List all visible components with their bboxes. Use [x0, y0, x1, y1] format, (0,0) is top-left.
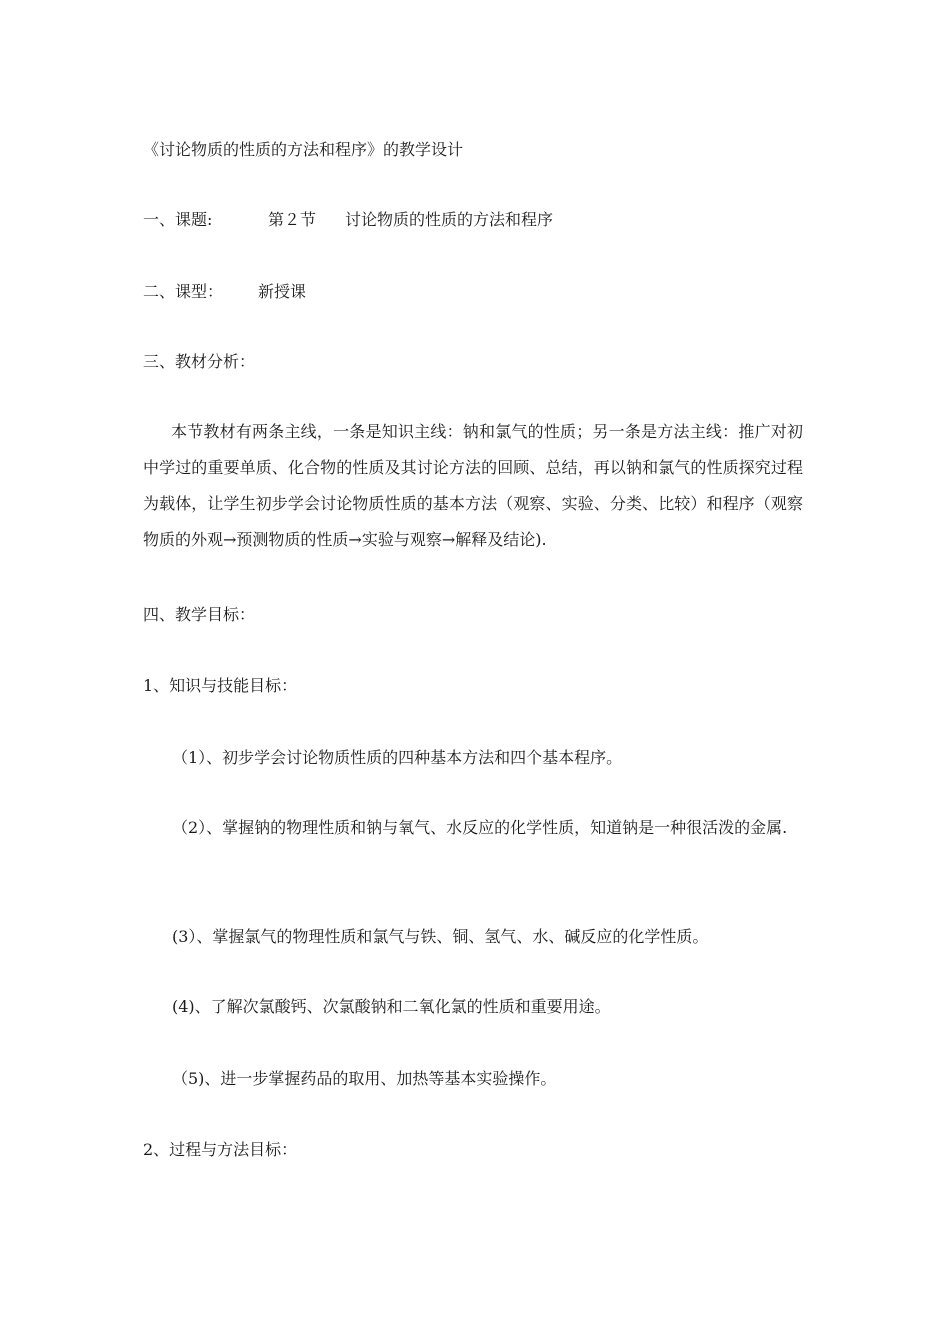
objectives-heading: 四、教学目标：: [143, 605, 256, 624]
objective-item-3: (3）、掌握氯气的物理性质和氯气与铁、铜、氢气、水、碱反应的化学性质。: [172, 927, 709, 946]
knowledge-objectives-heading: 1、知识与技能目标：: [143, 676, 298, 695]
topic-name: 讨论物质的性质的方法和程序: [345, 210, 554, 229]
objective-item-2: （2）、掌握钠的物理性质和钠与氧气、水反应的化学性质，知道钠是一种很活泼的金属.: [172, 818, 788, 837]
lesson-type-label: 二、课型：: [143, 282, 224, 301]
topic-label: 一、课题:: [143, 210, 213, 229]
document-title: 《讨论物质的性质的方法和程序》的教学设计: [143, 140, 464, 159]
analysis-paragraph: 本节教材有两条主线，一条是知识主线：钠和氯气的性质；另一条是方法主线：推广对初中学过的重要单质、化合物的性质及其讨论方法的回顾、总结，再以钠和氯气的性质探究过程为载体，让学生初步学会讨论物质性质的基本方法（观察、实验、分类、比较）和程序（观察物质的外观→预测物质的性质→实验与观察→解释及结论).: [143, 422, 803, 549]
process-objectives-heading: 2、过程与方法目标：: [143, 1140, 298, 1159]
lesson-type-value: 新授课: [258, 282, 307, 301]
topic-section: 第２节: [268, 210, 317, 229]
objective-item-5: （5)、进一步掌握药品的取用、加热等基本实验操作。: [172, 1069, 557, 1088]
objective-item-1: （1）、初步学会讨论物质性质的四种基本方法和四个基本程序。: [172, 748, 623, 767]
objective-item-4: (4)、了解次氯酸钙、次氯酸钠和二氧化氯的性质和重要用途。: [172, 997, 611, 1016]
analysis-heading: 三、教材分析：: [143, 352, 256, 371]
